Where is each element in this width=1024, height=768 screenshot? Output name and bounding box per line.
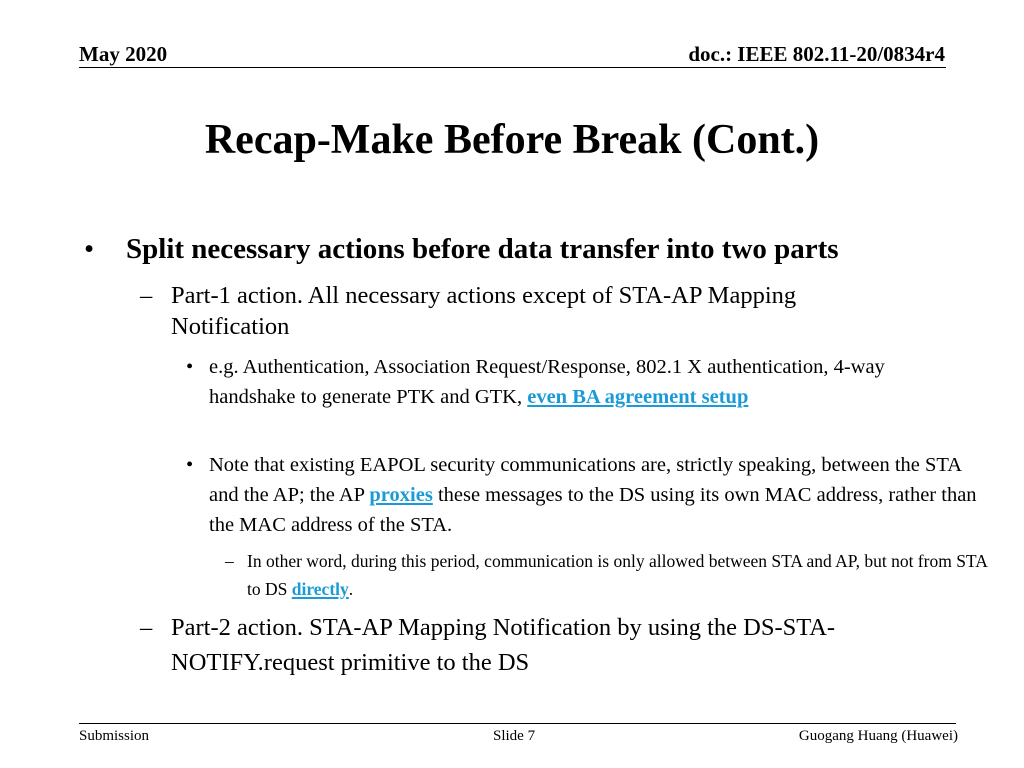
sub-item-part-1: Part-1 action. All necessary actions except of STA-AP Mapping Notification (171, 282, 797, 340)
footer-submission: Submission (79, 728, 150, 744)
bullet-marker: • (186, 356, 194, 378)
footer-author: Guogang Huang (Huawei) (798, 728, 958, 744)
bullet-marker: • (84, 233, 95, 265)
highlight-directly: directly (291, 579, 349, 599)
dash-marker: – (225, 551, 234, 571)
other-word-text-before: In other word, during this period, communication is only allowed between STA and AP, but not from STA to DS (247, 551, 987, 599)
note-text-after: these messages to the DS using its own MAC address, rather than the MAC address of the STA. (209, 484, 977, 536)
sub-item-part-2: Part-2 action. STA-AP Mapping Notification by using the DS-STA-NOTIFY.request primitive to the DS (171, 614, 836, 676)
dash-marker: – (140, 282, 153, 309)
header-divider (79, 67, 946, 68)
header-doc-id: doc.: IEEE 802.11-20/0834r4 (688, 42, 945, 66)
sub-sub-item-other-word (247, 547, 992, 603)
note-text-before: Note that existing EAPOL security communications are, strictly speaking, between the STA and the AP; the AP (209, 454, 961, 506)
footer-divider (79, 723, 956, 724)
slide-title: Recap-Make Before Break (Cont.) (204, 117, 820, 163)
dash-marker: – (140, 614, 153, 641)
other-word-text-after: . (348, 579, 354, 599)
example-text: e.g. Authentication, Association Request/Response, 802.1 X authentication, 4-way handshake to generate PTK and GTK, (209, 356, 885, 408)
highlight-proxies: proxies (369, 484, 433, 506)
header-date: May 2020 (79, 42, 168, 66)
bullet-split-actions: Split necessary actions before data transfer into two parts (126, 233, 839, 265)
footer-slide-number: Slide 7 (493, 728, 536, 744)
bullet-marker: • (186, 454, 194, 476)
sub-bullet-eapol-note (209, 450, 979, 540)
sub-bullet-example (209, 352, 949, 412)
highlight-ba-agreement: even BA agreement setup (527, 386, 749, 408)
